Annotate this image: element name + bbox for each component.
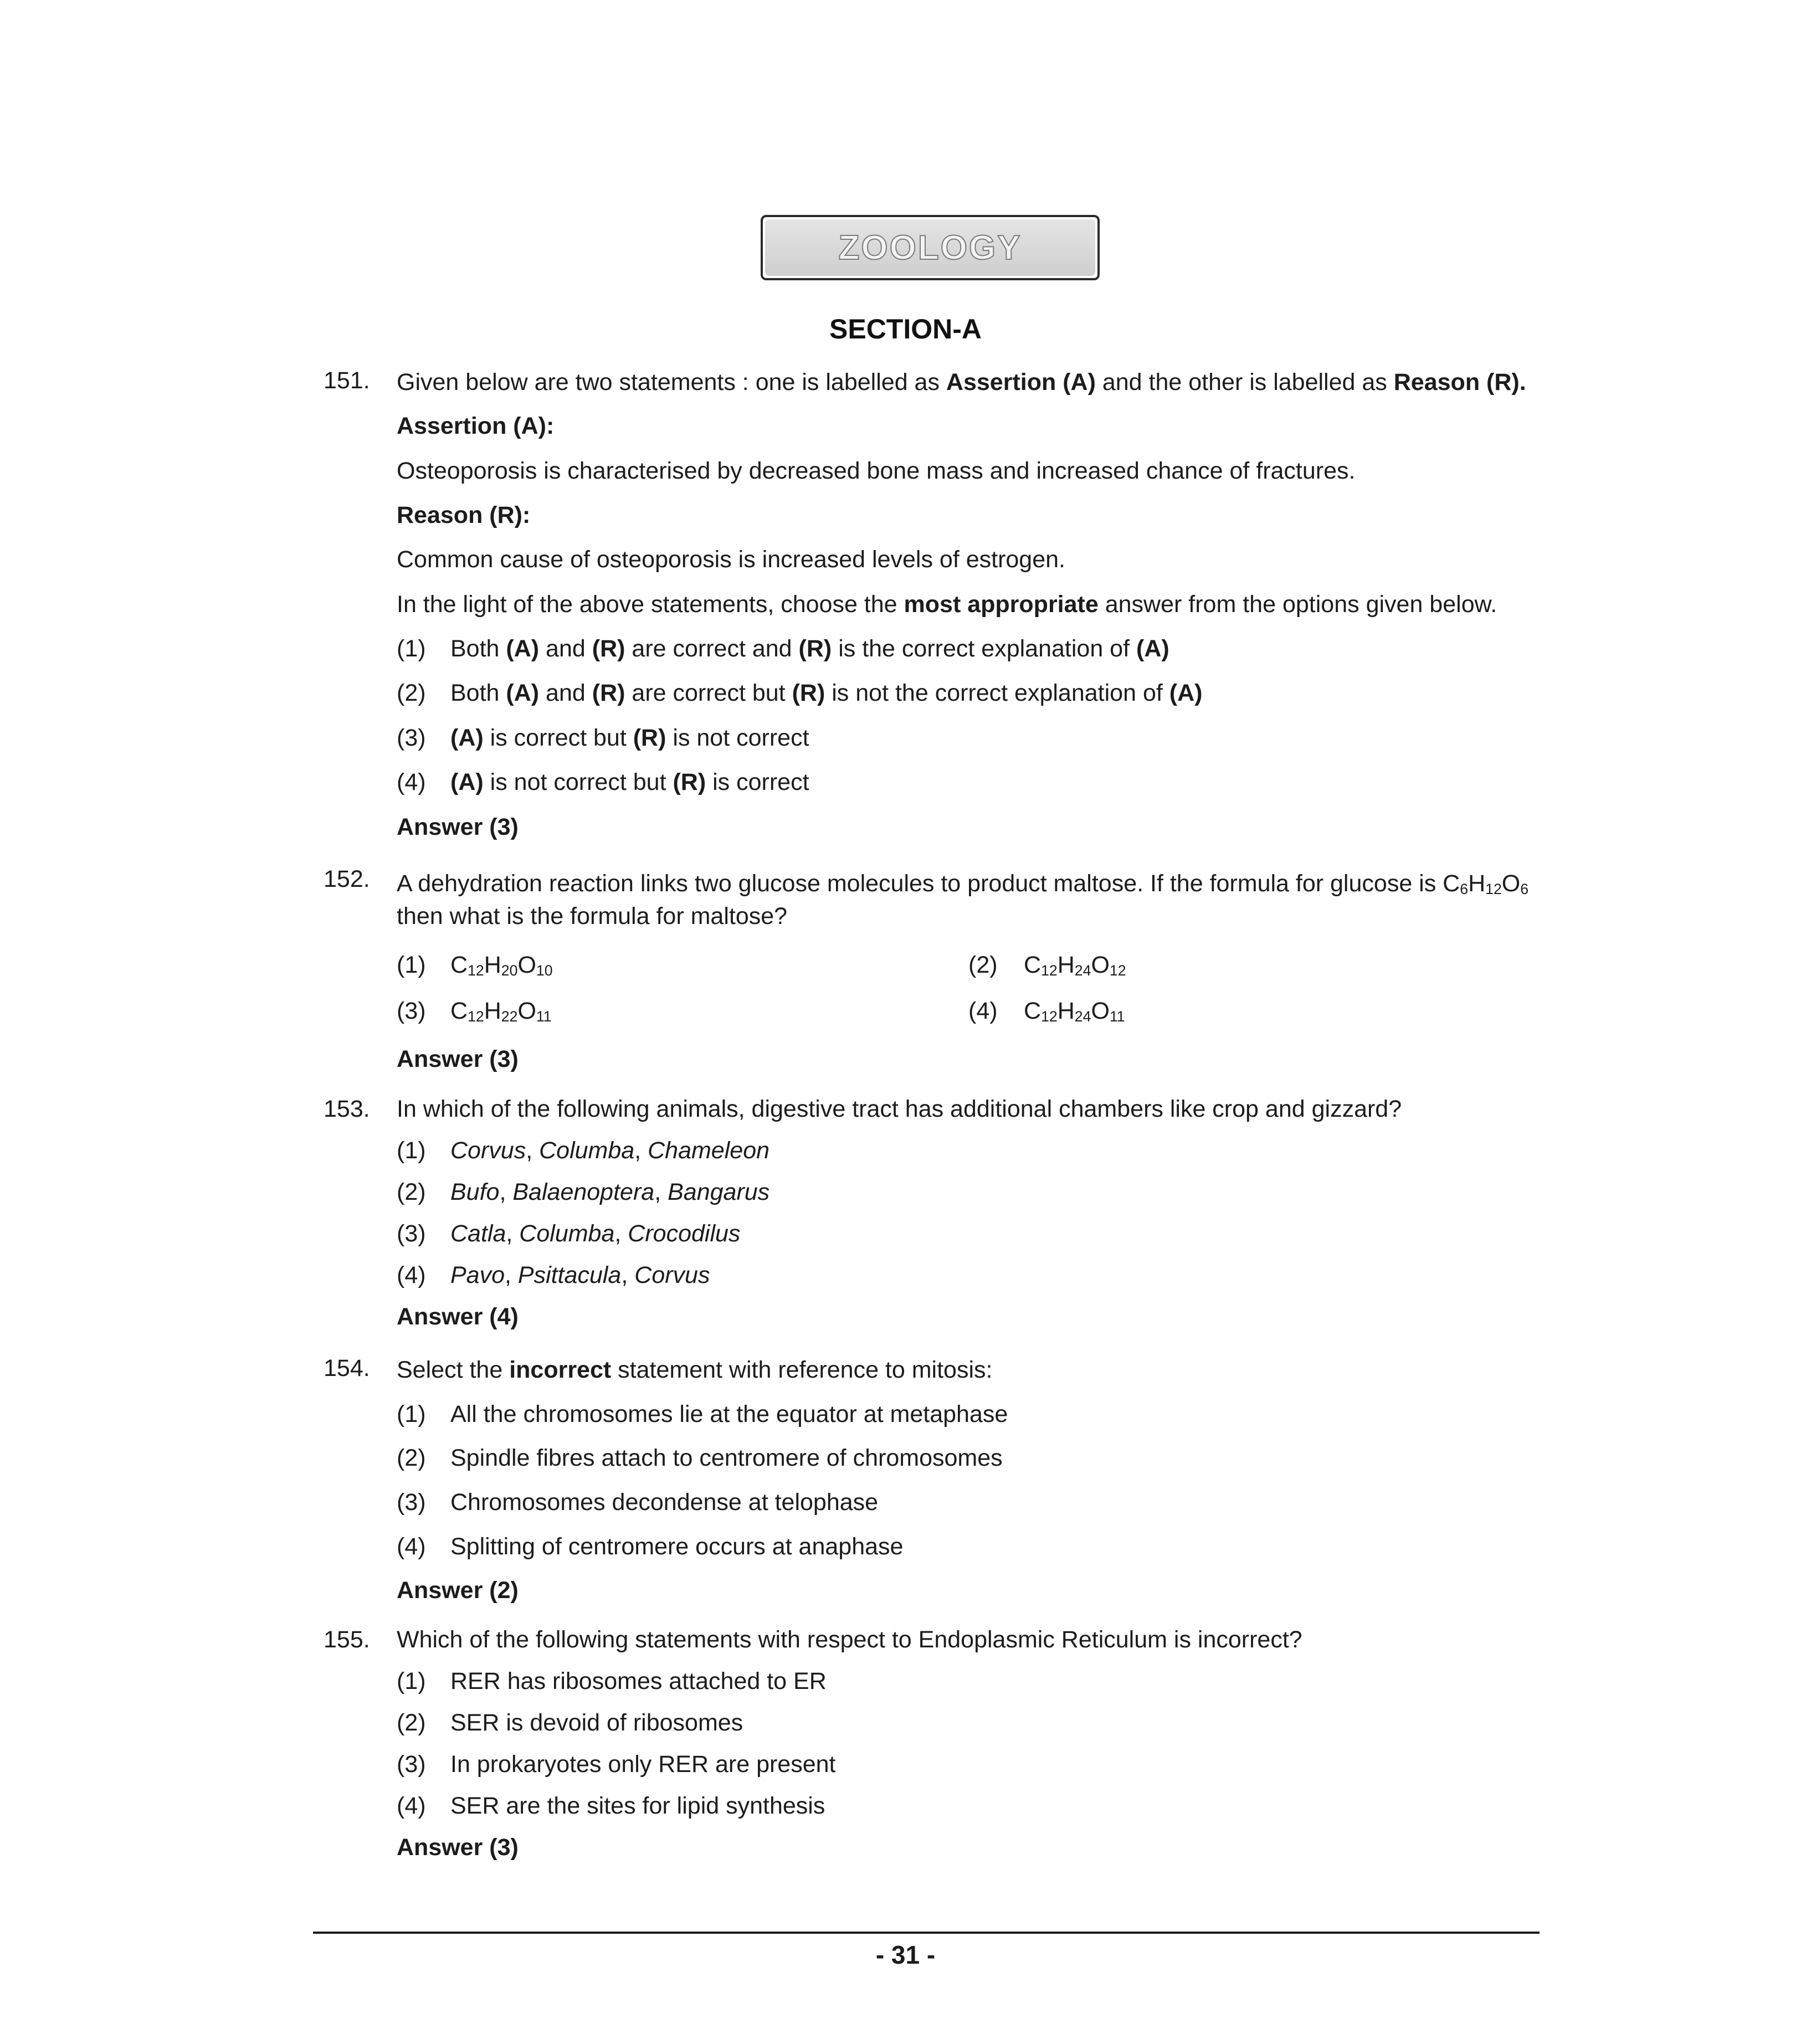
- answer: Answer (3): [397, 814, 519, 840]
- question-text: A dehydration reaction links two glucose molecules to product maltose. If the formula for glucose is $C_6H_{12}O_6$: [397, 870, 1529, 897]
- option-number: (2): [397, 1709, 426, 1736]
- option-text: (A) is not correct but (R) is correct: [450, 769, 809, 795]
- question-number: 152.: [324, 866, 370, 892]
- option-formula: $C_{12}H_{24}O_{11}$: [1024, 998, 1125, 1025]
- option-text: All the chromosomes lie at the equator at metaphase: [450, 1401, 1008, 1427]
- answer: Answer (4): [397, 1303, 519, 1330]
- option-text: SER are the sites for lipid synthesis: [450, 1793, 825, 1819]
- option-number: (4): [397, 1533, 426, 1560]
- option-formula: $C_{12}H_{20}O_{10}$: [450, 952, 553, 979]
- option-text: Chromosomes decondense at telophase: [450, 1489, 879, 1516]
- subject-title: ZOOLOGY: [838, 228, 1022, 267]
- option-number: (3): [397, 1751, 426, 1778]
- option-number: (2): [397, 1179, 426, 1205]
- option-number: (1): [397, 952, 426, 978]
- option-number: (1): [397, 635, 426, 662]
- page-number: - 31 -: [875, 1940, 936, 1969]
- question-number: 155.: [324, 1626, 370, 1653]
- option-text: Corvus, Columba, Chameleon: [450, 1137, 770, 1164]
- option-text: Spindle fibres attach to centromere of chromosomes: [450, 1445, 1003, 1471]
- option-number: (4): [968, 998, 998, 1024]
- answer: Answer (3): [397, 1046, 519, 1072]
- option-text: Catla, Columba, Crocodilus: [450, 1220, 741, 1247]
- answer: Answer (2): [397, 1577, 519, 1604]
- question-text: Which of the following statements with respect to Endoplasmic Reticulum is incorrect?: [397, 1626, 1302, 1653]
- option-number: (3): [397, 1220, 426, 1247]
- question-text: In which of the following animals, digestive tract has additional chambers like crop and gizzard?: [397, 1096, 1402, 1122]
- option-number: (4): [397, 769, 426, 795]
- section-title: SECTION-A: [829, 314, 982, 345]
- option-text: (A) is correct but (R) is not correct: [450, 725, 809, 751]
- question-number: 154.: [324, 1355, 370, 1382]
- option-text: Both (A) and (R) are correct but (R) is not the correct explanation of (A): [450, 680, 1203, 706]
- option-number: (2): [397, 1445, 426, 1471]
- subject-banner: [761, 215, 1100, 280]
- answer: Answer (3): [397, 1834, 519, 1861]
- footer-rule: [313, 1932, 1540, 1934]
- option-text: SER is devoid of ribosomes: [450, 1709, 743, 1736]
- option-number: (1): [397, 1668, 426, 1694]
- option-text: RER has ribosomes attached to ER: [450, 1668, 827, 1694]
- assertion-label: Assertion (A):: [397, 413, 555, 439]
- option-number: (3): [397, 998, 426, 1024]
- option-text: Bufo, Balaenoptera, Bangarus: [450, 1179, 770, 1205]
- option-text: Pavo, Psittacula, Corvus: [450, 1262, 710, 1288]
- option-formula: $C_{12}H_{24}O_{12}$: [1024, 952, 1126, 979]
- option-number: (2): [397, 680, 426, 706]
- assertion-text: Osteoporosis is characterised by decreased bone mass and increased chance of fractures.: [397, 458, 1356, 484]
- question-text-2: then what is the formula for maltose?: [397, 903, 788, 929]
- question-number: 151.: [324, 367, 370, 394]
- question-text: Given below are two statements : one is labelled as Assertion (A) and the other is labelled as Reason (R).: [397, 369, 1526, 396]
- instruction-text: In the light of the above statements, choose the most appropriate answer from the options given below.: [397, 591, 1497, 618]
- reason-text: Common cause of osteoporosis is increased levels of estrogen.: [397, 546, 1066, 573]
- option-text: Splitting of centromere occurs at anaphase: [450, 1533, 904, 1560]
- option-number: (1): [397, 1137, 426, 1164]
- option-number: (4): [397, 1262, 426, 1288]
- option-number: (1): [397, 1401, 426, 1427]
- option-text: Both (A) and (R) are correct and (R) is the correct explanation of (A): [450, 635, 1169, 662]
- option-formula: $C_{12}H_{22}O_{11}$: [450, 998, 552, 1025]
- subject-banner-inner: [765, 219, 1095, 276]
- option-number: (3): [397, 725, 426, 751]
- option-number: (3): [397, 1489, 426, 1516]
- option-number: (4): [397, 1793, 426, 1819]
- question-number: 153.: [324, 1096, 370, 1122]
- option-number: (2): [968, 952, 998, 978]
- reason-label: Reason (R):: [397, 502, 531, 528]
- option-text: In prokaryotes only RER are present: [450, 1751, 836, 1778]
- question-text: Select the incorrect statement with reference to mitosis:: [397, 1357, 993, 1383]
